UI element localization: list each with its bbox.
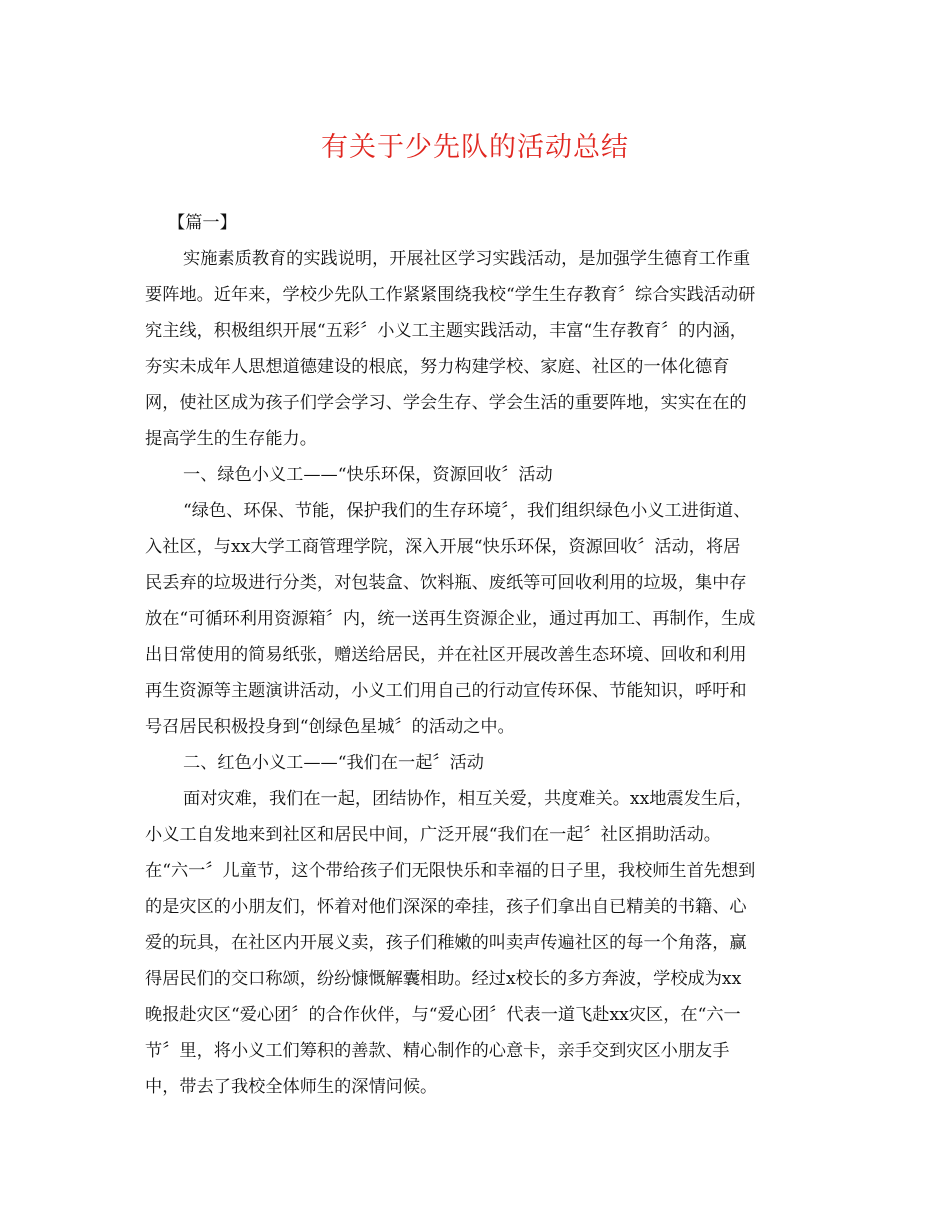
- body-line: 的是灾区的小朋友们，怀着对他们深深的牵挂，孩子们拿出自已精美的书籍、心: [145, 897, 747, 917]
- subheading-red-volunteers: 二、红色小义工——“我们在一起〞活动: [183, 753, 484, 773]
- body-line: 夯实未成年人思想道德建设的根底，努力构建学校、家庭、社区的一体化德育: [145, 357, 730, 377]
- body-line: 要阵地。近年来，学校少先队工作紧紧围绕我校“学生生存教育〞综合实践活动研: [145, 285, 756, 305]
- body-line: 提高学生的生存能力。: [145, 429, 317, 449]
- body-line: “绿色、环保、节能，保护我们的生存环境〞，我们组织绿色小义工进街道、: [183, 501, 751, 521]
- body-line: 面对灾难，我们在一起，团结协作，相互关爱，共度难关。xx地震发生后，: [183, 789, 753, 809]
- subheading-green-volunteers: 一、绿色小义工——“快乐环保，资源回收〞活动: [183, 465, 553, 485]
- body-line: 小义工自发地来到社区和居民中间，广泛开展“我们在一起〞社区捐助活动。: [145, 825, 721, 845]
- body-line: 出日常使用的简易纸张，赠送给居民，并在社区开展改善生态环境、回收和利用: [145, 645, 747, 665]
- body-line: 放在“可循环利用资源箱〞内，统一送再生资源企业，通过再加工、再制作，生成: [145, 609, 756, 629]
- body-line: 中，带去了我校全体师生的深情问候。: [145, 1077, 438, 1097]
- document-title: 有关于少先队的活动总结: [321, 132, 629, 163]
- body-line: 在“六一〞儿童节，这个带给孩子们无限快乐和幸福的日子里，我校师生首先想到: [145, 861, 756, 881]
- body-line: 究主线，积极组织开展“五彩〞小义工主题实践活动，丰富“生存教育〞的内涵，: [145, 321, 747, 341]
- body-line: 网，使社区成为孩子们学会学习、学会生存、学会生活的重要阵地，实实在在的: [145, 393, 747, 413]
- body-line: 实施素质教育的实践说明，开展社区学习实践活动，是加强学生德育工作重: [183, 249, 751, 269]
- body-line: 得居民们的交口称颂，纷纷慷慨解囊相助。经过x校长的多方奔波，学校成为xx: [145, 969, 742, 989]
- body-line: 入社区，与xx大学工商管理学院，深入开展“快乐环保，资源回收〞活动，将居: [145, 537, 741, 557]
- body-line: 晚报赴灾区“爱心团〞的合作伙伴，与“爱心团〞代表一道飞赴xx灾区，在“六一: [145, 1005, 741, 1025]
- section-heading-part-one: 【篇一】: [168, 213, 237, 233]
- body-line: 爱的玩具，在社区内开展义卖，孩子们稚嫩的叫卖声传遍社区的每一个角落，赢: [145, 933, 747, 953]
- body-line: 再生资源等主题演讲活动，小义工们用自己的行动宣传环保、节能知识，呼吁和: [145, 681, 747, 701]
- body-line: 节〞里，将小义工们筹积的善款、精心制作的心意卡，亲手交到灾区小朋友手: [145, 1041, 730, 1061]
- body-line: 号召居民积极投身到“创绿色星城〞的活动之中。: [145, 717, 515, 737]
- body-line: 民丢弃的垃圾进行分类，对包装盒、饮料瓶、废纸等可回收利用的垃圾，集中存: [145, 573, 747, 593]
